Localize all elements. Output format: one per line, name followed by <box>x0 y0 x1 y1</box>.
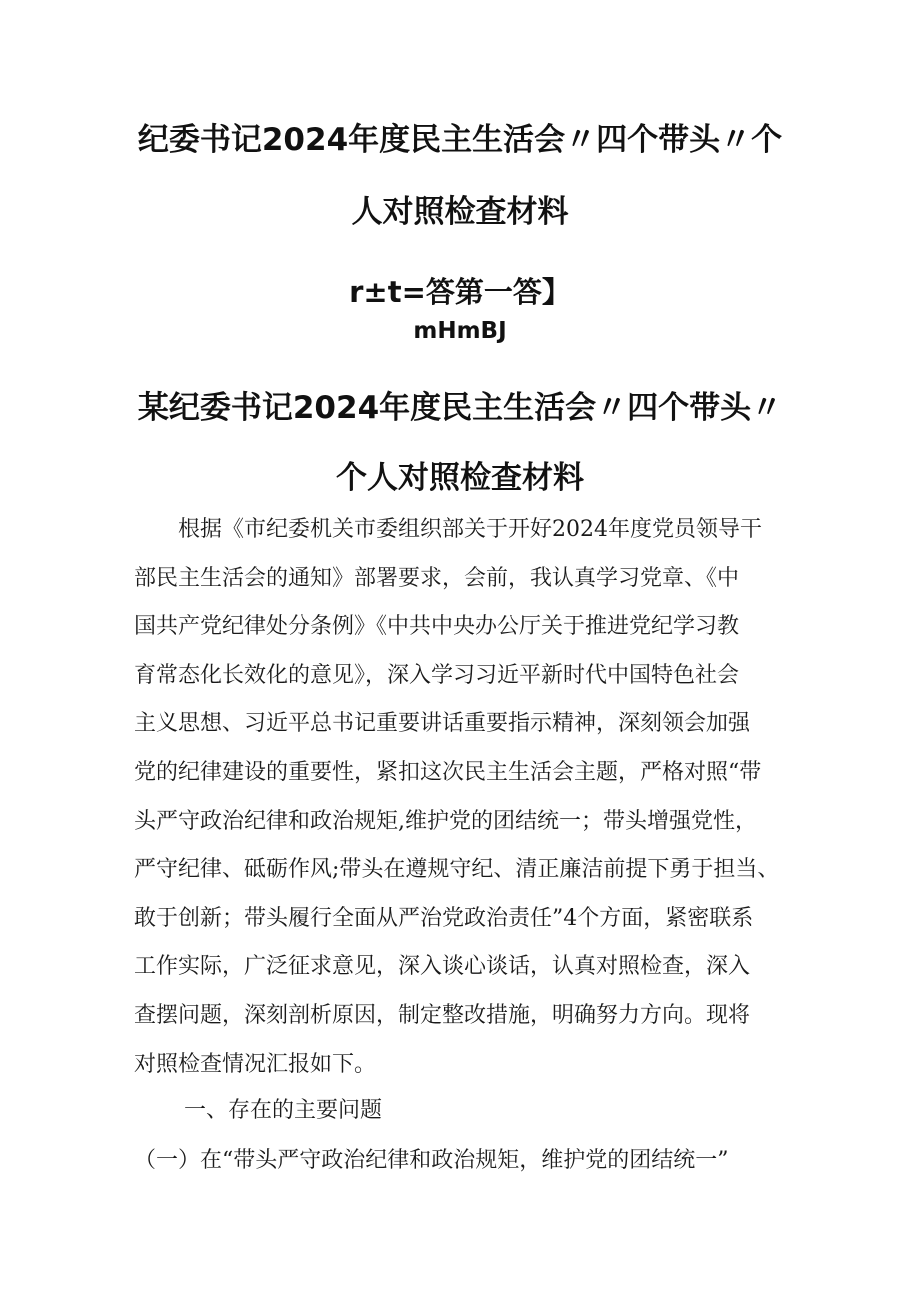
paragraph-line: 敢于创新；带头履行全面从严治党政治责任”4个方面，紧密联系 <box>134 905 754 931</box>
paragraph-line: 对照检查情况汇报如下。 <box>134 1051 377 1077</box>
title-line-1: 纪委书记2024年度民主生活会〃四个带头〃个 <box>137 122 783 158</box>
paragraph-line: 严守纪律、砥砺作风;带头在遵规守纪、清正廉洁前提下勇于担当、 <box>134 857 780 883</box>
paragraph-line: 主义思想、习近平总书记重要讲话重要指示精神，深刻领会加强 <box>134 711 751 737</box>
title-line-2: 人对照检查材料 <box>351 194 569 230</box>
paragraph-line: 根据《市纪委机关市委组织部关于开好2024年度党员领导干 <box>134 517 762 542</box>
paragraph-line: 国共产党纪律处分条例》《中共中央办公厅关于推进党纪学习教 <box>134 614 740 640</box>
paragraph-line: 头严守政治纪律和政治规矩,维护党的团结统一；带头增强党性， <box>134 808 757 834</box>
intro-paragraph <box>134 506 794 1089</box>
section-heading-main-problems: 一、存在的主要问题 <box>184 1098 383 1123</box>
garbled-text-line-1: r±t=答第一答】 <box>349 275 571 309</box>
paragraph-line: 部民主生活会的通知》部署要求，会前，我认真学习党章、《中 <box>134 565 740 591</box>
subtitle-line-1: 某纪委书记2024年度民主生活会〃四个带头〃 <box>137 390 783 426</box>
paragraph-line: 工作实际，广泛征求意见，深入谈心谈话，认真对照检查，深入 <box>134 954 751 980</box>
paragraph-line: 查摆问题，深刻剖析原因，制定整改措施，明确努力方向。现将 <box>134 1002 751 1028</box>
subtitle-line-2: 个人对照检查材料 <box>336 460 584 496</box>
garbled-text-line-2: mHmBJ <box>413 318 507 344</box>
paragraph-line: 党的纪律建设的重要性，紧扣这次民主生活会主题，严格对照“带 <box>134 759 762 785</box>
paragraph-line: 育常态化长效化的意见》，深入学习习近平新时代中国特色社会 <box>134 662 740 688</box>
subsection-heading-1: （一）在“带头严守政治纪律和政治规矩，维护党的团结统一” <box>134 1148 729 1173</box>
